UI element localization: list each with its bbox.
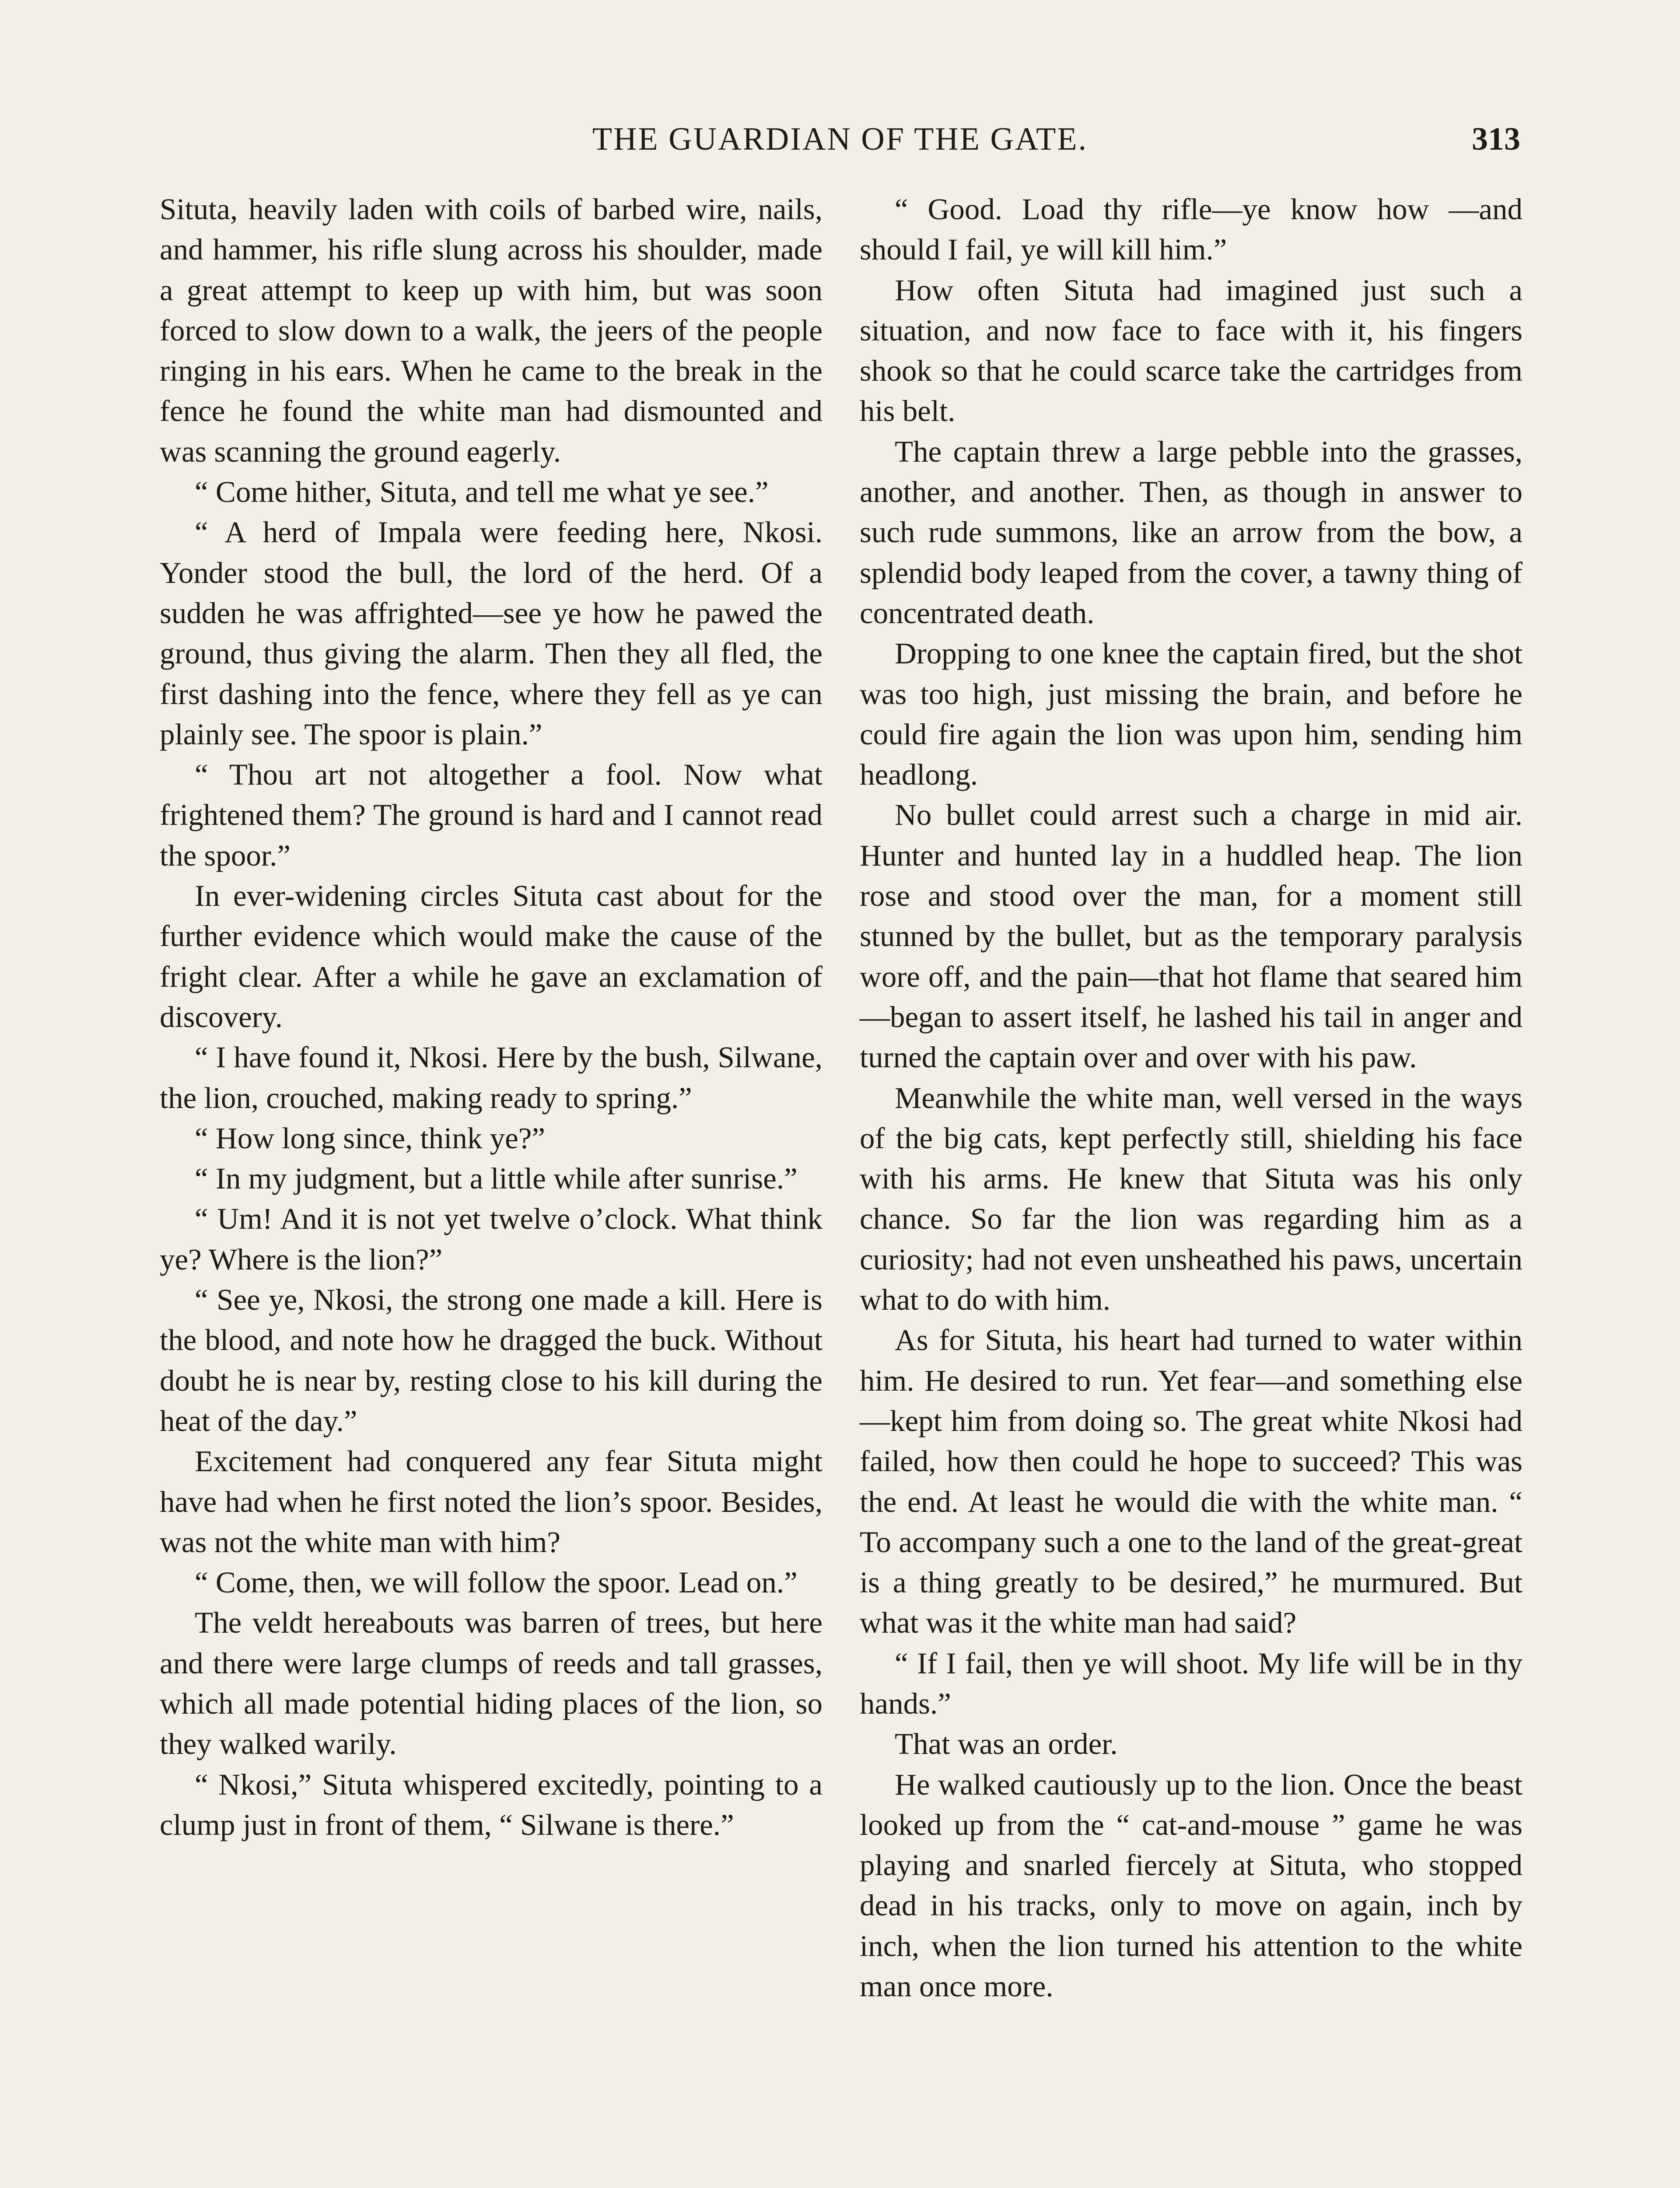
- paragraph: He walked cautiously up to the lion. Once the beast looked up from the “ cat-and-mouse ” game he was playing and snarled fiercely at Situta, who stopped dead in his tracks, only to move on again, inch by inch, when the lion turned his attention to the white man once more.: [860, 1767, 1522, 2003]
- paragraph: “ See ye, Nkosi, the strong one made a kill. Here is the blood, and note how he dragged the buck. Without doubt he is near by, resting close to his kill during the heat of the day.”: [160, 1283, 822, 1438]
- paragraph: As for Situta, his heart had turned to water within him. He desired to run. Yet fear—and something else—kept him from doing so. The great white Nkosi had failed, how then could he hope to succeed? This was the end. At least he would die with the white man. “ To accompany such a one to the land of the great-great is a thing greatly to be desired,” he murmured. But what was it the white man had said?: [860, 1323, 1522, 1640]
- paragraph: Meanwhile the white man, well versed in the ways of the big cats, kept perfectly still, shielding his face with his arms. He knew that Situta was his only chance. So far the lion was regarding him as a curiosity; had not even unsheathed his paws, uncertain what to do with him.: [860, 1081, 1522, 1317]
- paragraph: “ How long since, think ye?”: [195, 1121, 545, 1155]
- paragraph: “ If I fail, then ye will shoot. My life will be in thy hands.”: [860, 1646, 1522, 1720]
- paragraph: In ever-widening circles Situta cast about for the further evidence which would make the cause of the fright clear. After a while he gave an exclamation of discovery.: [160, 879, 822, 1034]
- paragraph: “ In my judgment, but a little while after sunrise.”: [195, 1162, 798, 1196]
- paragraph: How often Situta had imagined just such a situation, and now face to face with it, his fingers shook so that he could scarce take the cartridges from his belt.: [860, 273, 1522, 428]
- paragraph: Dropping to one knee the captain fired, but the shot was too high, just missing the brain, and before he could fire again the lion was upon him, sending him headlong.: [860, 637, 1522, 792]
- paragraph: “ Come, then, we will follow the spoor. Lead on.”: [195, 1566, 798, 1599]
- paragraph: “ Nkosi,” Situta whispered excitedly, pointing to a clump just in front of them, “ Silwane is there.”: [160, 1767, 822, 1841]
- paragraph: “ A herd of Impala were feeding here, Nkosi. Yonder stood the bull, the lord of the herd. Of a sudden he was affrighted—see ye how he pawed the ground, thus giving the alarm. Then they all fled, the first dashing into the fence, where they fell as ye can plainly see. The spoor is plain.”: [160, 515, 822, 751]
- paragraph: Situta, heavily laden with coils of barbed wire, nails, and hammer, his rifle slung across his shoulder, made a great attempt to keep up with him, but was soon forced to slow down to a walk, the jeers of the people ringing in his ears. When he came to the break in the fence he found the white man had dismounted and was scanning the ground eagerly.: [160, 193, 822, 468]
- paragraph: That was an order.: [895, 1727, 1118, 1761]
- paragraph: “ Come hither, Situta, and tell me what ye see.”: [195, 475, 769, 509]
- page-number: 313: [1472, 121, 1520, 157]
- right-column: [860, 189, 1522, 2006]
- paragraph: No bullet could arrest such a charge in mid air. Hunter and hunted lay in a huddled heap. The lion rose and stood over the man, for a moment still stunned by the bullet, but as the temporary paralysis wore off, and the pain—that hot flame that seared him—began to assert itself, he lashed his tail in anger and turned the captain over and over with his paw.: [860, 798, 1522, 1074]
- paragraph: Excitement had conquered any fear Situta might have had when he first noted the lion’s spoor. Besides, was not the white man with him?: [160, 1445, 822, 1559]
- paragraph: “ Good. Load thy rifle—ye know how —and should I fail, ye will kill him.”: [860, 193, 1522, 266]
- paragraph: “ I have found it, Nkosi. Here by the bush, Silwane, the lion, crouched, making ready to spring.”: [160, 1041, 822, 1115]
- running-title: THE GUARDIAN OF THE GATE.: [592, 121, 1088, 157]
- paragraph: “ Um! And it is not yet twelve o’clock. What think ye? Where is the lion?”: [160, 1202, 822, 1276]
- running-head: [160, 117, 1520, 165]
- paragraph: The veldt hereabouts was barren of trees, but here and there were large clumps of reeds and tall grasses, which all made potential hiding places of the lion, so they walked warily.: [160, 1606, 822, 1761]
- paragraph: The captain threw a large pebble into the grasses, another, and another. Then, as though in answer to such rude summons, like an arrow from the bow, a splendid body leaped from the cover, a tawny thing of concentrated death.: [860, 435, 1522, 630]
- paragraph: “ Thou art not altogether a fool. Now what frightened them? The ground is hard and I cannot read the spoor.”: [160, 758, 822, 872]
- left-column: [160, 189, 822, 1845]
